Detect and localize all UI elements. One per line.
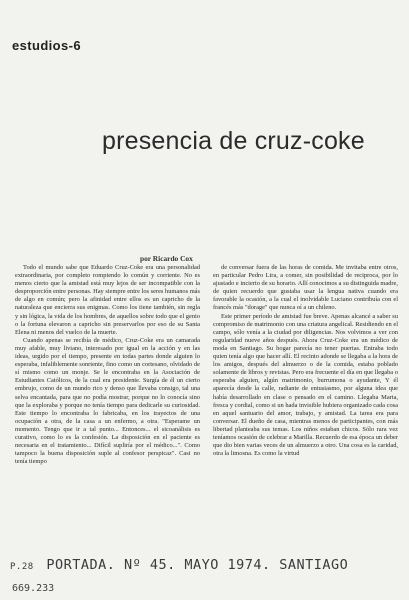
- article-title: presencia de cruz-coke: [102, 127, 365, 155]
- handwritten-source-note: [10, 557, 348, 573]
- right-column: [213, 264, 398, 552]
- section-label: estudios-6: [12, 38, 82, 53]
- article-author: por Ricardo Cox: [140, 254, 193, 263]
- paragraph: Todo el mundo sabe que Eduardo Cruz-Coke era una personalidad extraordinaria, por completo rompiendo lo común y corriente. No es menos cierto que la amistad está muy lejos de ser incompatible con la desproporción entre personas. Hay siempre entre los seres humanos más de algo en común; pero la afinidad entre ellos es un capricho de la naturaleza que encierra sus enigmas. Como los tiene también, sin regla y sin lógica, la vida de los hombres, de aquellos sobre todo que el genio o la fortuna elevaron a capricho sin preservarlos por eso de su Santa Elena ni menos del vuelco de la muerte.: [15, 264, 200, 336]
- paragraph: Cuando apenas se recibía de médico, Cruz-Coke era un camarada muy afable, muy liviano, interesado por igual en la acción y en las ideas, urgido por el tiempo, presente en todas partes donde alguien lo esperaba, infaliblemente sonriente, fino como un cortesano, olvidado de sí mismo como un monje. Se le encontraba en la Asociación de Estudiantes Católicos, de la cual era presidente. Surgía de él un cierto embrujo, como de un mundo rico y denso que llevaba consigo, tal una selva encantada, para que no podía mostrar, porque no lo conocía sino que la exploraba y porque no tenía tiempo para dedicarle su curiosidad. Este tiempo lo encontraba lo fabricaba, en los trayectos de una ocupación a otra, de la casa a un enfermo, a otra. "Esperame un momento. Tengo que ir a tal punto... Entonces... el sicoanálisis es curativo, como lo es la confesión. La disposición en el paciente es necesaria en el tratamiento... Difícil supliría por el médico...". Como tampoco la buena disposición suple al confesor perspicaz". Casi no tenía tiempo: [15, 336, 200, 466]
- paragraph: Este primer período de amistad fue breve. Apenas alcancé a saber su compromiso de matrimonio con una criatura angelical. Residiendo en el campo, sólo venía a la ciudad por diligencias. Nos volvimos a ver con regularidad nueve años después. Ahora Cruz-Coke era un médico de moda en Santiago. Su hogar parecía no tener puertas. Entraba todo quien tenía algo que hacer allí. El recinto adonde se llegaba a la hora de los amigos, después del almuerzo o de la comida, estaba poblado solamente de libros y revistas. Pero era frecuente el día en que llegaba o esperaba alguien, algún matrimonio, burrumona o ayudante, Y él aparecía desde la calle, radiante de entusiasmo, por alguna idea que había desarrollado en clase o pensado en el camino. Llegaba Marta, fresca y cordial, como si un hada invisible hubiera organizado cada cosa en aquel santuario del amor, trabajo, y amistad. La tarea era para conversar. El dueño de casa, mientras menos de participantes, con más libertad planteaba sus temas. Los niños estaban chicos. Sólo rara vez teníamos ocasión de celebrar a Marilla. Recuerdo de esa época un deber que dio bien varias veces de un almuerzo a otro. Una cosa es la caridad, otra la limosna. Es como la virtud: [213, 312, 398, 458]
- left-column: [15, 264, 200, 552]
- catalog-number: 669.233: [12, 583, 55, 594]
- page-number: P.28: [10, 562, 34, 572]
- article-body: [15, 264, 398, 552]
- paragraph: de conversar fuera de las horas de comida. Me invitaba entre otros, en particular Pedro Lira, a comer, sin posibilidad de reciproca, por lo ajustado e incierto de su horario. Allí conocimos a su distinguida madre, de quien recuerdo que gustaba usar la lengua nativa cuando era favorable la ocasión, a la cual el inolvidable Luciano contribuía con el francés más "dorage" que nunca oí a un chileno.: [213, 264, 398, 312]
- source-citation: PORTADA. Nº 45. MAYO 1974. SANTIAGO: [46, 557, 349, 573]
